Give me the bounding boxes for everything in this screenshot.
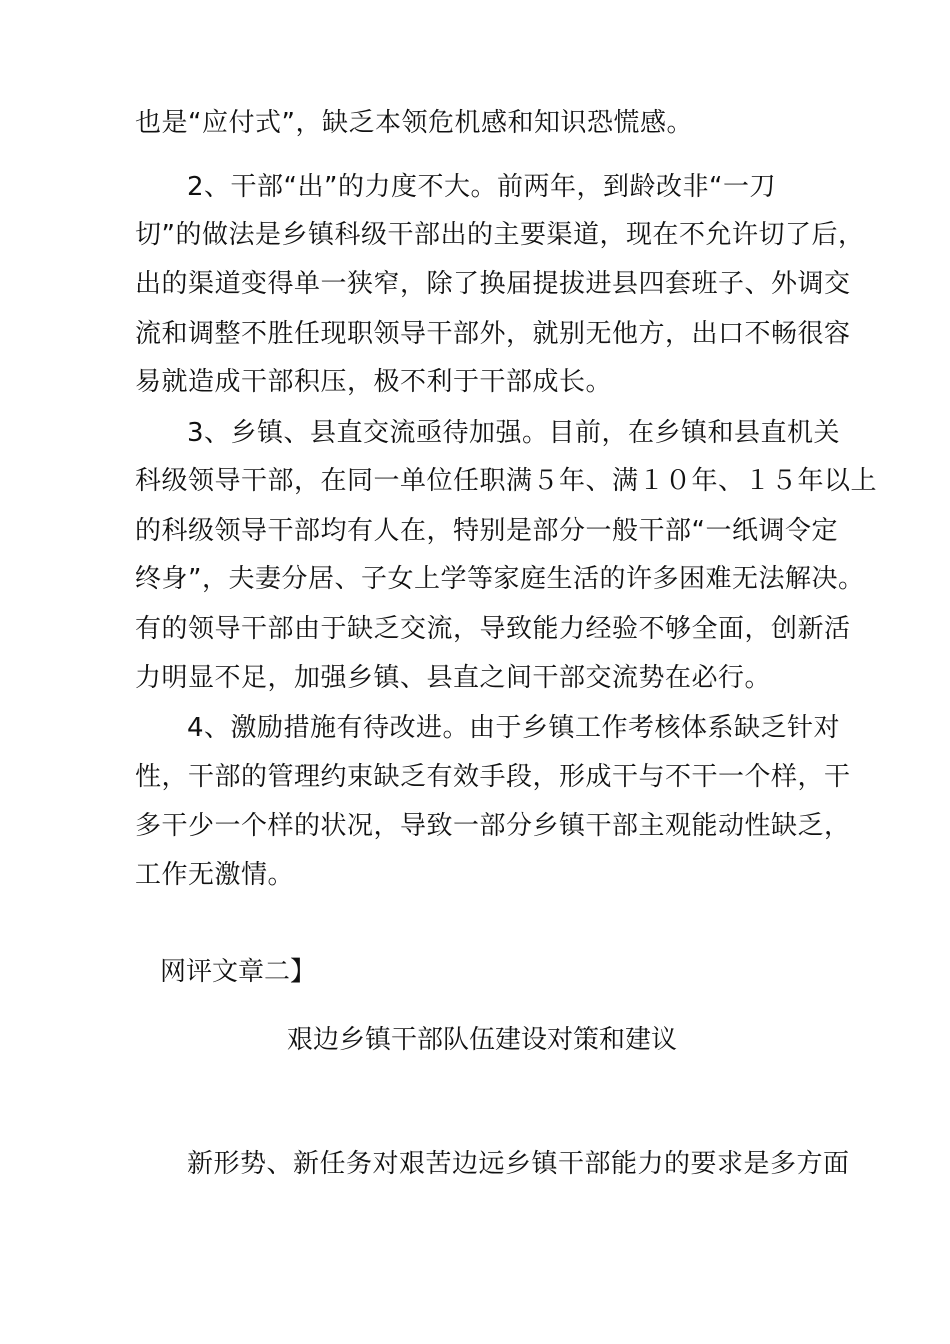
text-line: 的科级领导干部均有人在，特别是部分一般干部“一纸调令定 xyxy=(135,516,838,546)
text-line: 力明显不足，加强乡镇、县直之间干部交流势在必行。 xyxy=(135,663,772,693)
text-line: 终身”，夫妻分居、子女上学等家庭生活的许多困难无法解决。 xyxy=(135,564,865,594)
text-line: 4、激励措施有待改进。由于乡镇工作考核体系缺乏针对 xyxy=(187,713,841,743)
text-line: 多干少一个样的状况，导致一部分乡镇干部主观能动性缺乏， xyxy=(135,811,851,841)
text-line: 性，干部的管理约束缺乏有效手段，形成干与不干一个样，干 xyxy=(135,762,851,792)
text-line: 科级领导干部，在同一单位任职满５年、满１０年、１５年以上 xyxy=(135,466,878,496)
text-line: 出的渠道变得单一狭窄，除了换届提拔进县四套班子、外调交 xyxy=(135,269,851,299)
text-line: 切”的做法是乡镇科级干部出的主要渠道，现在不允许切了后， xyxy=(135,220,865,250)
text-line: 2、干部“出”的力度不大。前两年，到龄改非“一刀 xyxy=(187,172,776,202)
text-line: 工作无激情。 xyxy=(135,860,295,890)
text-line: 3、乡镇、县直交流亟待加强。目前，在乡镇和县直机关 xyxy=(187,418,841,448)
text-line: 易就造成干部积压，极不利于干部成长。 xyxy=(135,367,613,397)
section-label: 网评文章二】 xyxy=(160,957,317,987)
text-line: 也是“应付式”，缺乏本领危机感和知识恐慌感。 xyxy=(135,108,693,138)
text-line: 流和调整不胜任现职领导干部外，就别无他方，出口不畅很容 xyxy=(135,319,851,349)
text-line: 新形势、新任务对艰苦边远乡镇干部能力的要求是多方面 xyxy=(187,1149,850,1179)
text-line: 有的领导干部由于缺乏交流，导致能力经验不够全面，创新活 xyxy=(135,614,851,644)
article-title: 艰边乡镇干部队伍建设对策和建议 xyxy=(286,1025,677,1055)
